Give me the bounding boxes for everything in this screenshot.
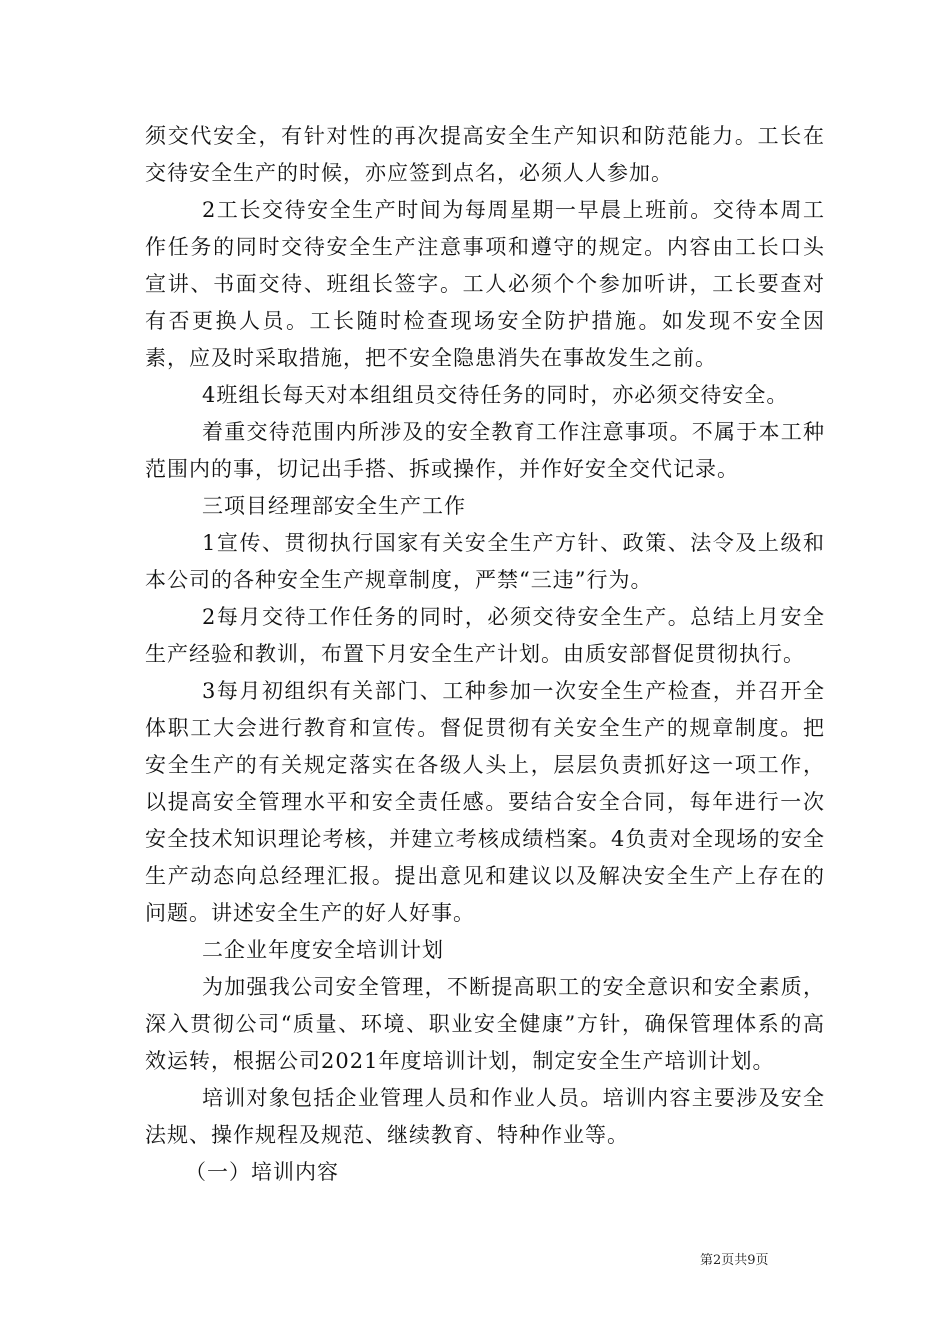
paragraph-training-targets: 培训对象包括企业管理人员和作业人员。培训内容主要涉及安全法规、操作规程及规范、继续教育、特种作业等。 bbox=[145, 1086, 825, 1147]
paragraph-continuation: 须交代安全，有针对性的再次提高安全生产知识和防范能力。工长在交待安全生产的时候，亦应签到点名，必须人人参加。 bbox=[145, 124, 825, 185]
section-heading-training-plan: 二企业年度安全培训计划 bbox=[202, 938, 444, 962]
paragraph-item-2: 2工长交待安全生产时间为每周星期一早晨上班前。交待本周工作任务的同时交待安全生产注意事项和遵守的规定。内容由工长口头宣讲、书面交待、班组长签字。工人必须个个参加听讲，工长要查对有否更换人员。工长随时检查现场安全防护措施。如发现不安全因素，应及时采取措施，把不安全隐患消失在事故发生之前。 bbox=[145, 198, 825, 370]
paragraph-emphasis: 着重交待范围内所涉及的安全教育工作注意事项。不属于本工种范围内的事，切记出手搭、拆或操作，并作好安全交代记录。 bbox=[145, 420, 825, 481]
paragraph-training-purpose: 为加强我公司安全管理，不断提高职工的安全意识和安全素质，深入贯彻公司“质量、环境、职业安全健康”方针，确保管理体系的高效运转，根据公司2021年度培训计划，制定安全生产培训计划。 bbox=[145, 975, 825, 1073]
page-number: 第2页共9页 bbox=[700, 1253, 769, 1268]
section-heading-project-department: 三项目经理部安全生产工作 bbox=[202, 494, 466, 518]
paragraph-item-1: 1宣传、贯彻执行国家有关安全生产方针、政策、法令及上级和本公司的各种安全生产规章制度，严禁“三违”行为。 bbox=[145, 531, 825, 592]
subsection-heading-training-content: （一）培训内容 bbox=[185, 1160, 339, 1184]
paragraph-item-4: 4班组长每天对本组组员交待任务的同时，亦必须交待安全。 bbox=[202, 383, 789, 407]
paragraph-item-3: 3每月初组织有关部门、工种参加一次安全生产检查，并召开全体职工大会进行教育和宣传。督促贯彻有关安全生产的规章制度。把安全生产的有关规定落实在各级人头上，层层负责抓好这一项工作，以提高安全管理水平和安全责任感。要结合安全合同，每年进行一次安全技术知识理论考核，并建立考核成绩档案。4负责对全现场的安全生产动态向总经理汇报。提出意见和建议以及解决安全生产上存在的问题。讲述安全生产的好人好事。 bbox=[145, 679, 825, 925]
document-body bbox=[145, 118, 825, 1191]
paragraph-item-2-monthly: 2每月交待工作任务的同时，必须交待安全生产。总结上月安全生产经验和教训，布置下月安全生产计划。由质安部督促贯彻执行。 bbox=[145, 605, 825, 666]
